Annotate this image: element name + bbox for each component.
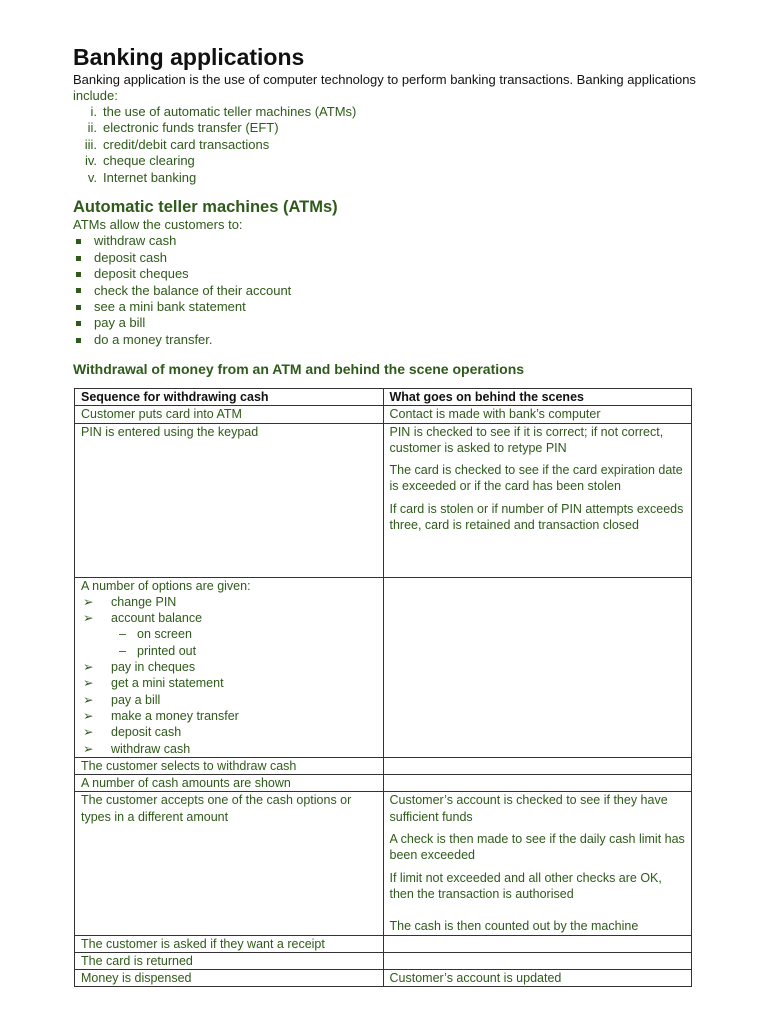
page-title: Banking applications	[73, 44, 305, 70]
arrow-bullet-icon: ➢	[83, 594, 94, 609]
options-list	[81, 659, 377, 757]
list-item-text: pay a bill	[94, 315, 146, 331]
intro-paragraph	[73, 72, 713, 104]
square-bullet-icon	[76, 321, 81, 326]
list-item	[81, 626, 377, 642]
table-cell	[383, 757, 692, 774]
list-item-text: check the balance of their account	[94, 282, 292, 298]
intro-line-2: include:	[73, 88, 118, 103]
list-number: ii.	[87, 120, 97, 136]
arrow-bullet-icon: ➢	[83, 741, 94, 756]
table-cell	[383, 577, 692, 757]
table-row	[75, 935, 692, 952]
arrow-bullet-icon: ➢	[83, 676, 94, 691]
list-item	[81, 659, 377, 675]
list-item	[81, 594, 377, 610]
list-item	[73, 315, 713, 331]
square-bullet-icon	[76, 338, 81, 343]
list-item-text: see a mini bank statement	[94, 299, 246, 315]
list-item-text: pay in cheques	[111, 660, 196, 675]
options-lead: A number of options are given:	[81, 578, 251, 593]
table-header: Sequence for withdrawing cash	[75, 389, 384, 406]
list-item	[73, 233, 713, 249]
table-cell: Money is dispensed	[75, 970, 384, 987]
table-cell: The customer is asked if they want a receipt	[75, 935, 384, 952]
list-number: iv.	[84, 153, 97, 169]
table-cell: Customer puts card into ATM	[75, 406, 384, 423]
table-cell	[383, 935, 692, 952]
table-cell	[383, 775, 692, 792]
square-bullet-icon	[76, 272, 81, 277]
list-item-text: printed out	[137, 643, 197, 658]
list-item	[81, 724, 377, 740]
list-item-text: deposit cash	[111, 725, 182, 740]
list-item	[73, 299, 713, 315]
dash-bullet-icon: –	[119, 627, 126, 642]
arrow-bullet-icon: ➢	[83, 692, 94, 707]
table-row	[75, 757, 692, 774]
table-row	[75, 775, 692, 792]
list-item-text: credit/debit card transactions	[103, 136, 270, 152]
atm-heading: Automatic teller machines (ATMs)	[73, 198, 338, 217]
table-cell	[75, 577, 384, 757]
table-cell	[383, 952, 692, 969]
table-header-row	[75, 389, 692, 406]
table-cell: The customer selects to withdraw cash	[75, 757, 384, 774]
table-cell: PIN is entered using the keypad	[75, 423, 384, 577]
table-row	[75, 577, 692, 757]
arrow-bullet-icon: ➢	[83, 611, 94, 626]
list-item	[81, 692, 377, 708]
intro-line-1: Banking application is the use of computer technology to perform banking transactions. Banking applications	[73, 72, 696, 87]
list-item	[73, 170, 713, 186]
list-item	[73, 104, 713, 120]
list-item-text: change PIN	[111, 594, 177, 609]
list-item-text: the use of automatic teller machines (ATMs)	[103, 104, 357, 119]
cell-paragraph: PIN is checked to see if it is correct; if not correct, customer is asked to retype PIN	[389, 424, 664, 455]
cell-paragraph: The card is checked to see if the card expiration date is exceeded or if the card has been stolen	[389, 463, 683, 494]
atm-features-list	[73, 233, 713, 348]
list-item	[73, 137, 713, 153]
list-item	[73, 153, 713, 169]
table-row	[75, 406, 692, 423]
table-cell: The customer accepts one of the cash options or types in a different amount	[75, 792, 384, 935]
square-bullet-icon	[76, 239, 81, 244]
list-number: v.	[87, 169, 97, 185]
list-number: iii.	[84, 136, 97, 152]
list-item-text: cheque clearing	[103, 153, 195, 169]
list-item	[81, 643, 377, 659]
square-bullet-icon	[76, 305, 81, 310]
applications-list	[73, 104, 713, 186]
table-row	[75, 952, 692, 969]
options-list	[81, 594, 377, 627]
list-item	[81, 708, 377, 724]
table-row	[75, 792, 692, 935]
square-bullet-icon	[76, 288, 81, 293]
list-item-text: do a money transfer.	[94, 331, 213, 347]
table-row	[75, 423, 692, 577]
arrow-bullet-icon: ➢	[83, 708, 94, 723]
table-cell: A number of cash amounts are shown	[75, 775, 384, 792]
list-item-text: deposit cash	[94, 249, 167, 265]
list-item	[73, 250, 713, 266]
list-number: i.	[90, 104, 97, 119]
cell-paragraph: If card is stolen or if number of PIN attempts exceeds three, card is retained and transaction closed	[389, 501, 684, 533]
table-cell	[383, 423, 692, 577]
list-item	[73, 120, 713, 136]
list-item	[73, 283, 713, 299]
table-cell	[383, 792, 692, 935]
table-cell: Customer’s account is updated	[383, 970, 692, 987]
list-item-text: deposit cheques	[94, 266, 189, 282]
list-item	[73, 266, 713, 282]
list-item-text: withdraw cash	[94, 233, 177, 249]
list-item-text: make a money transfer	[111, 708, 239, 723]
list-item	[81, 610, 377, 626]
table-row	[75, 970, 692, 987]
list-item-text: pay a bill	[111, 692, 161, 707]
list-item	[81, 675, 377, 691]
sub-options-list	[81, 626, 377, 659]
cell-paragraph: A check is then made to see if the daily cash limit has been exceeded	[389, 832, 685, 863]
table-header: What goes on behind the scenes	[383, 389, 692, 406]
dash-bullet-icon: –	[119, 643, 126, 658]
list-item-text: withdraw cash	[111, 741, 191, 756]
table-cell: The card is returned	[75, 952, 384, 969]
withdrawal-heading: Withdrawal of money from an ATM and behind the scene operations	[73, 361, 525, 378]
list-item	[73, 332, 713, 348]
cell-paragraph: Customer’s account is checked to see if they have sufficient funds	[389, 793, 668, 824]
list-item-text: get a mini statement	[111, 676, 224, 691]
document-page	[73, 42, 713, 384]
list-item-text: account balance	[111, 611, 203, 626]
atm-lead: ATMs allow the customers to:	[73, 217, 243, 233]
square-bullet-icon	[76, 256, 81, 261]
list-item-text: Internet banking	[103, 169, 197, 185]
cell-paragraph: The cash is then counted out by the machine	[389, 919, 639, 934]
arrow-bullet-icon: ➢	[83, 660, 94, 675]
list-item	[81, 741, 377, 757]
list-item-text: on screen	[137, 627, 192, 642]
list-item-text: electronic funds transfer (EFT)	[103, 120, 279, 136]
arrow-bullet-icon: ➢	[83, 725, 94, 740]
withdrawal-table	[74, 388, 692, 987]
cell-paragraph: If limit not exceeded and all other checks are OK, then the transaction is authorised	[389, 870, 662, 901]
table-cell: Contact is made with bank’s computer	[383, 406, 692, 423]
